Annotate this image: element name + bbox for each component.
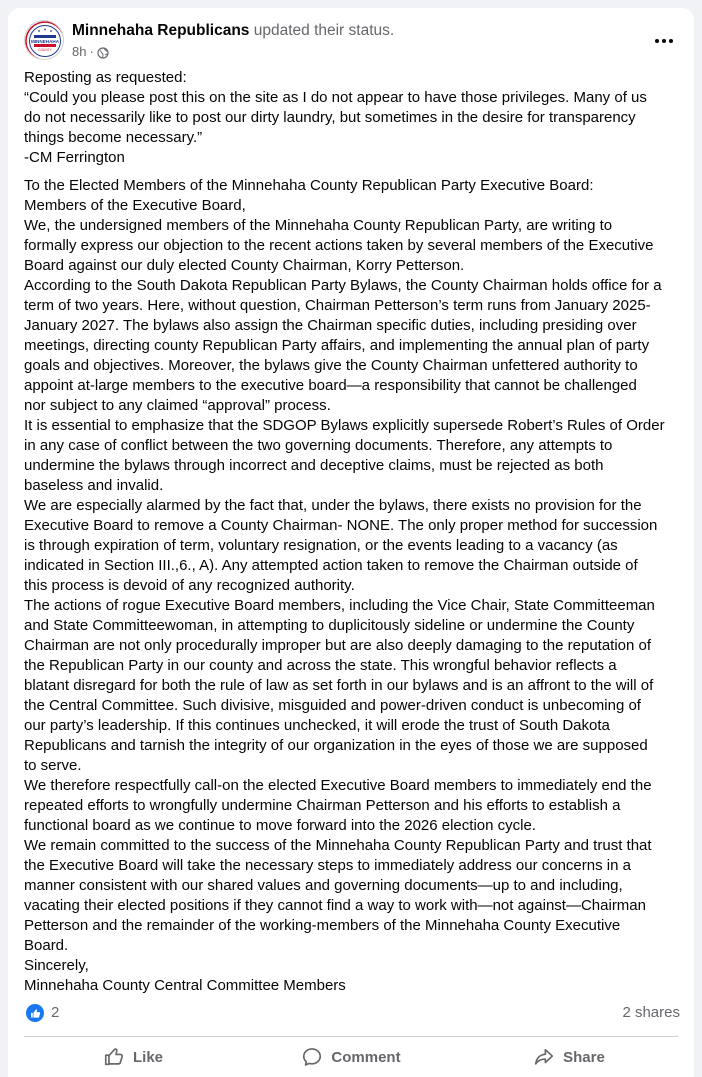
post-text-line: meetings, directing county Republican Party affairs, and implementing the annual plan of party bbox=[24, 337, 650, 354]
comment-icon bbox=[301, 1046, 323, 1068]
post-text-line: things become necessary.” bbox=[24, 129, 203, 146]
meta-separator: · bbox=[89, 44, 94, 59]
post-text-line: undermine the bylaws through incorrect and deceptive claims, must be rejected as both bbox=[24, 457, 604, 474]
post-action-text: updated their status. bbox=[253, 22, 395, 39]
reactions-bar bbox=[24, 1003, 680, 1023]
post-text-line: Board. bbox=[24, 937, 69, 954]
post-text-line: do not necessarily like to post our dirty laundry, but sometimes in the desire for transparency bbox=[24, 109, 636, 126]
post-text-line: the Republican Party in our county and across the state. This wrongful behavior reflects a bbox=[24, 657, 617, 674]
post-text-line: vacating their elected positions if they cannot find a way to work with—not against—Chairman bbox=[24, 897, 646, 914]
post-text-line: nor subject to any claimed “approval” process. bbox=[24, 397, 331, 414]
post-text-line: -CM Ferrington bbox=[24, 149, 125, 166]
post-text-line: Republicans and tarnish the integrity of our organization in the eyes of those we are supposed bbox=[24, 737, 648, 754]
post-text-line: goals and objectives. Moreover, the bylaws give the County Chairman unfettered authority to bbox=[24, 357, 638, 374]
post-text-line: Petterson and the remainder of the working-members of the Minnehaha County Executive bbox=[24, 917, 621, 934]
post-text-line: Sincerely, bbox=[24, 957, 89, 974]
post-text-line: “Could you please post this on the site as I do not appear to have those privileges. Many of us bbox=[24, 89, 647, 106]
avatar-text: MINNEHAHA bbox=[30, 39, 60, 44]
post-text-line: blatant disregard for both the rule of law as set forth in our bylaws and is an affront to the will of bbox=[24, 677, 654, 694]
post-text-line: According to the South Dakota Republican Party Bylaws, the County Chairman holds office for a bbox=[24, 277, 662, 294]
reaction-count[interactable]: 2 bbox=[51, 1004, 60, 1021]
post-text-line: the Executive Board will take the necessary steps to immediately address our concerns in a bbox=[24, 857, 631, 874]
avatar-subtext: COUNTY bbox=[38, 48, 52, 52]
post-text-line: formally express our objection to the recent actions taken by several members of the Executive bbox=[24, 237, 654, 254]
actions-divider bbox=[24, 1036, 678, 1037]
post-actions bbox=[24, 1038, 678, 1076]
post-paragraph bbox=[24, 68, 686, 168]
post-card bbox=[8, 8, 694, 1077]
globe-icon[interactable] bbox=[97, 46, 109, 58]
share-icon bbox=[533, 1046, 555, 1068]
post-text-line: term of two years. Here, without question, Chairman Petterson’s term runs from January 2025- bbox=[24, 297, 651, 314]
thumbs-up-icon bbox=[103, 1046, 125, 1068]
post-text-line: Chairman are not only procedurally improper but are also deeply damaging to the reputation of bbox=[24, 637, 652, 654]
post-text-line: repeated efforts to wrongfully undermine Chairman Petterson and his efforts to establish a bbox=[24, 797, 621, 814]
post-text-line: functional board as we continue to move forward into the 2026 election cycle. bbox=[24, 817, 536, 834]
post-text-line: manner consistent with our shared values and governing documents—up to and including, bbox=[24, 877, 623, 894]
post-text-line: appoint at-large members to the executive board—a responsibility that cannot be challenged bbox=[24, 377, 637, 394]
post-paragraph bbox=[24, 176, 686, 996]
post-text-line: baseless and invalid. bbox=[24, 477, 164, 494]
like-button[interactable] bbox=[24, 1038, 242, 1076]
post-text-line: and State Committeewoman, in attempting to duplicitously sideline or undermine the County bbox=[24, 617, 635, 634]
like-reaction-icon[interactable] bbox=[26, 1004, 44, 1022]
share-button-label: Share bbox=[563, 1048, 605, 1066]
post-text-line: this process is devoid of any recognized authority. bbox=[24, 577, 355, 594]
comment-button-label: Comment bbox=[331, 1048, 401, 1066]
post-text-line: Minnehaha County Central Committee Members bbox=[24, 977, 346, 994]
post-body bbox=[24, 68, 686, 1004]
avatar-logo bbox=[25, 21, 64, 60]
header-text bbox=[72, 21, 394, 61]
post-text-line: We are especially alarmed by the fact that, under the bylaws, there exists no provision for the bbox=[24, 497, 642, 514]
post-text-line: our party’s leadership. If this continues unchecked, it will erode the trust of South Dakota bbox=[24, 717, 610, 734]
post-text-line: indicated in Section III.,6., A). Any attempted action taken to remove the Chairman outside of bbox=[24, 557, 638, 574]
share-button[interactable] bbox=[460, 1038, 678, 1076]
post-text-line: We therefore respectfully call-on the elected Executive Board members to immediately end the bbox=[24, 777, 652, 794]
post-text-line: is through expiration of term, voluntary resignation, or the events leading to a vacancy (as bbox=[24, 537, 618, 554]
more-options-icon[interactable] bbox=[652, 30, 676, 50]
post-text-line: To the Elected Members of the Minnehaha County Republican Party Executive Board: bbox=[24, 177, 594, 194]
name-line bbox=[72, 21, 394, 41]
post-text-line: Executive Board to remove a County Chairman- NONE. The only proper method for succession bbox=[24, 517, 658, 534]
post-header bbox=[24, 20, 678, 70]
post-text-line: in any case of conflict between the two governing documents. Therefore, any attempts to bbox=[24, 437, 613, 454]
post-text-line: Board against our duly elected County Chairman, Korry Petterson. bbox=[24, 257, 465, 274]
post-text-line: Reposting as requested: bbox=[24, 69, 187, 86]
post-text-line: We remain committed to the success of the Minnehaha County Republican Party and trust that bbox=[24, 837, 652, 854]
post-text-line: We, the undersigned members of the Minnehaha County Republican Party, are writing to bbox=[24, 217, 613, 234]
post-text-line: January 2027. The bylaws also assign the Chairman specific duties, including presiding over bbox=[24, 317, 637, 334]
author-name[interactable]: Minnehaha Republicans bbox=[72, 22, 250, 39]
post-text-line: The actions of rogue Executive Board members, including the Vice Chair, State Committeeman bbox=[24, 597, 655, 614]
comment-button[interactable] bbox=[242, 1038, 460, 1076]
post-meta bbox=[72, 43, 394, 61]
share-count[interactable]: 2 shares bbox=[622, 1004, 680, 1021]
post-text-line: to serve. bbox=[24, 757, 82, 774]
post-text-line: It is essential to emphasize that the SDGOP Bylaws explicitly supersede Robert’s Rules of Order bbox=[24, 417, 665, 434]
post-text-line: Members of the Executive Board, bbox=[24, 197, 246, 214]
like-button-label: Like bbox=[132, 1048, 163, 1066]
avatar[interactable] bbox=[24, 20, 64, 60]
post-timestamp[interactable]: 8h bbox=[72, 44, 87, 59]
post-text-line: the Central Committee. Such divisive, misguided and power-driven conduct is unbecoming of bbox=[24, 697, 641, 714]
